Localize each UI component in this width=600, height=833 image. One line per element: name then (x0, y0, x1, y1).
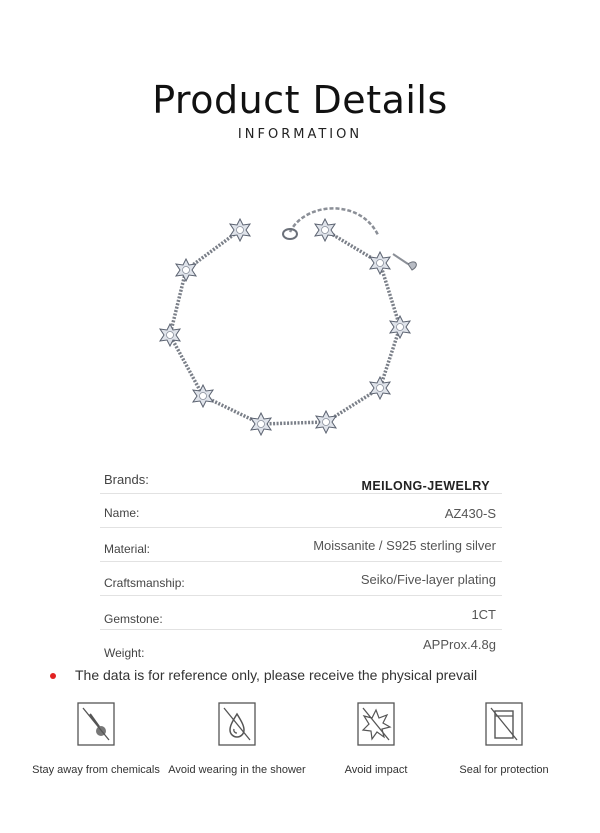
divider (100, 561, 502, 562)
spec-value: AZ430-S (444, 506, 496, 521)
note-text: The data is for reference only, please receive the physical prevail (75, 667, 478, 683)
divider (100, 629, 502, 630)
seal-protection-icon (485, 702, 523, 746)
care-label: Avoid impact (344, 764, 408, 776)
spec-label: Gemstone: (104, 612, 163, 626)
spec-label: Material: (104, 542, 151, 556)
care-label: Seal for protection (459, 764, 549, 776)
spec-value: Moissanite / S925 sterling silver (313, 538, 496, 553)
divider (100, 527, 502, 528)
divider (100, 595, 502, 596)
care-item-seal (434, 702, 574, 776)
spec-label: Weight: (104, 646, 145, 660)
avoid-impact-icon (357, 702, 395, 746)
spec-value: 1CT (471, 607, 496, 622)
divider (100, 493, 502, 494)
no-chemicals-icon (77, 702, 115, 746)
care-item-chemicals (26, 702, 166, 776)
bracelet-image (150, 190, 450, 455)
care-item-impact (306, 702, 446, 776)
red-dot-icon (50, 673, 56, 679)
care-item-shower (167, 702, 307, 776)
page-subtitle: INFORMATION (237, 127, 363, 142)
spec-value: Seiko/Five-layer plating (360, 572, 496, 587)
spec-value: MEILONG-JEWELRY (361, 479, 490, 493)
page-title: Product Details (152, 78, 448, 122)
care-label: Stay away from chemicals (32, 764, 160, 776)
no-shower-icon (218, 702, 256, 746)
spec-label: Craftsmanship: (104, 576, 185, 590)
star-charm (230, 219, 250, 241)
spec-label: Name: (104, 506, 140, 520)
spec-value: APProx.4.8g (423, 637, 496, 652)
care-label: Avoid wearing in the shower (168, 764, 306, 776)
spec-label: Brands: (104, 472, 149, 487)
